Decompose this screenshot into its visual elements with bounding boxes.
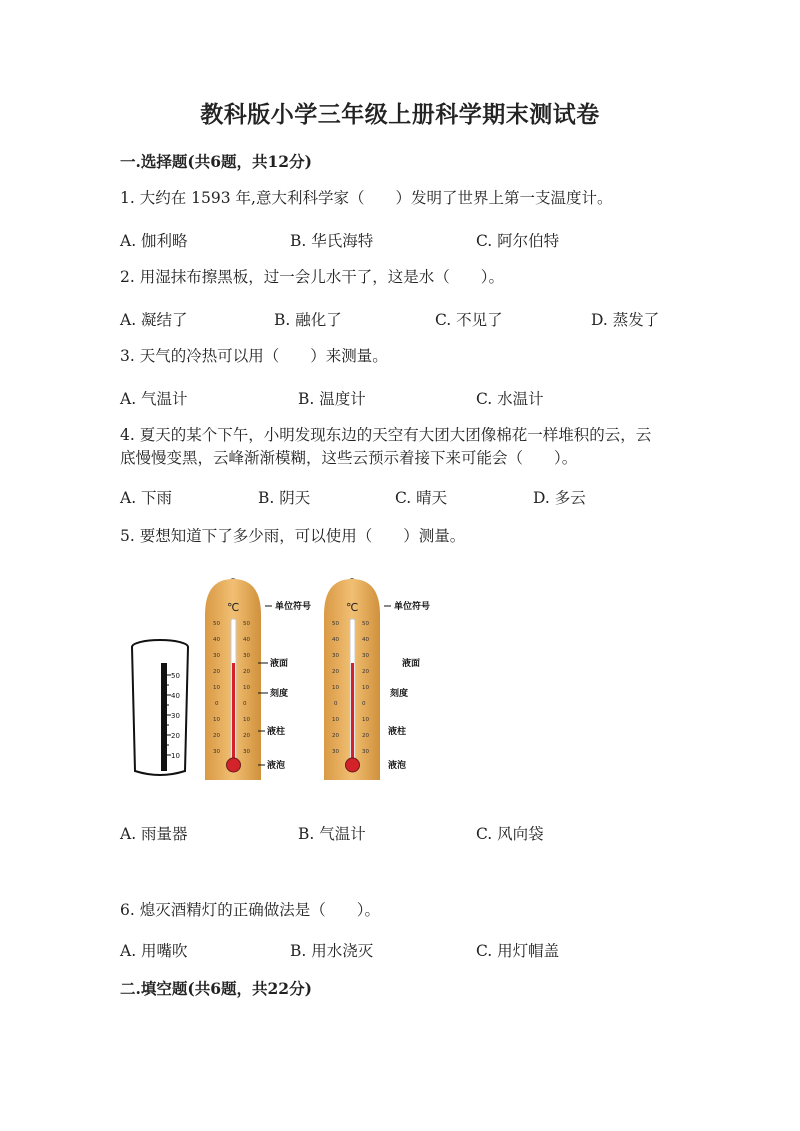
label-liquid-column-2: 液柱: [388, 727, 407, 737]
q2-option-c: C. 不见了: [435, 311, 503, 329]
svg-text:10: 10: [243, 685, 250, 691]
label-unit-symbol-1: 单位符号: [275, 602, 312, 612]
q2-option-d: D. 蒸发了: [591, 311, 660, 329]
question-5: 5. 要想知道下了多少雨，可以使用（ ）测量。: [120, 527, 466, 545]
rain-gauge-icon: [132, 640, 188, 775]
thermometer-2-icon: [324, 578, 380, 780]
q1-option-c: C. 阿尔伯特: [476, 232, 560, 250]
q4-option-b: B. 阴天: [258, 489, 311, 507]
q3-option-a: A. 气温计: [120, 390, 188, 408]
cylinder-tick-30: 30: [171, 712, 180, 720]
svg-text:0: 0: [215, 701, 219, 707]
svg-text:40: 40: [362, 637, 369, 643]
svg-text:0: 0: [334, 701, 338, 707]
question-4-line-2: 底慢慢变黑，云峰渐渐模糊，这些云预示着接下来可能会（ ）。: [120, 449, 578, 467]
svg-text:0: 0: [243, 701, 247, 707]
q4-option-a: A. 下雨: [120, 489, 173, 507]
label-scale-2: 刻度: [390, 689, 409, 699]
svg-text:50: 50: [362, 621, 369, 627]
label-liquid-surface-1: 液面: [270, 659, 289, 669]
svg-text:50: 50: [243, 621, 250, 627]
svg-text:30: 30: [213, 749, 220, 755]
q1-option-a: A. 伽利略: [120, 232, 188, 250]
section-heading-fill-blank: 二.填空题(共6题，共22分): [120, 979, 312, 998]
svg-text:20: 20: [332, 733, 339, 739]
question-3: 3. 天气的冷热可以用（ ）来测量。: [120, 347, 388, 365]
cylinder-tick-50: 50: [171, 672, 180, 680]
svg-text:20: 20: [213, 669, 220, 675]
unit-symbol-1: ℃: [227, 601, 240, 614]
page-title: 教科版小学三年级上册科学期末测试卷: [200, 101, 600, 128]
q5-option-b: B. 气温计: [298, 825, 366, 843]
thermometer-1-icon: [205, 578, 261, 780]
svg-text:30: 30: [362, 749, 369, 755]
svg-text:20: 20: [243, 669, 250, 675]
svg-text:20: 20: [362, 669, 369, 675]
q2-option-b: B. 融化了: [274, 311, 342, 329]
q3-option-c: C. 水温计: [476, 390, 544, 408]
q6-option-b: B. 用水浇灭: [290, 942, 374, 960]
q4-option-c: C. 晴天: [395, 489, 448, 507]
svg-text:10: 10: [362, 685, 369, 691]
q6-option-c: C. 用灯帽盖: [476, 942, 560, 960]
section-heading-choice: 一.选择题(共6题，共12分): [120, 152, 312, 171]
svg-text:20: 20: [332, 669, 339, 675]
cylinder-tick-20: 20: [171, 732, 180, 740]
svg-text:20: 20: [243, 733, 250, 739]
rain-gauge-thermometer-figure: [125, 575, 455, 790]
question-6: 6. 熄灭酒精灯的正确做法是（ ）。: [120, 901, 380, 919]
svg-text:30: 30: [213, 653, 220, 659]
q6-option-a: A. 用嘴吹: [120, 942, 188, 960]
q5-option-c: C. 风向袋: [476, 825, 544, 843]
svg-text:0: 0: [362, 701, 366, 707]
label-scale-1: 刻度: [270, 689, 289, 699]
svg-text:10: 10: [213, 717, 220, 723]
svg-text:30: 30: [362, 653, 369, 659]
q2-option-a: A. 凝结了: [120, 311, 188, 329]
svg-text:10: 10: [332, 685, 339, 691]
q5-option-a: A. 雨量器: [120, 825, 188, 843]
cylinder-tick-10: 10: [171, 752, 180, 760]
svg-text:40: 40: [332, 637, 339, 643]
svg-text:30: 30: [332, 749, 339, 755]
unit-symbol-2: ℃: [346, 601, 359, 614]
question-2: 2. 用湿抹布擦黑板，过一会儿水干了，这是水（ ）。: [120, 268, 504, 286]
svg-text:30: 30: [243, 749, 250, 755]
svg-text:10: 10: [243, 717, 250, 723]
svg-text:20: 20: [213, 733, 220, 739]
svg-text:50: 50: [332, 621, 339, 627]
question-4-line-1: 4. 夏天的某个下午，小明发现东边的天空有大团大团像棉花一样堆积的云，云: [120, 426, 652, 444]
q4-option-d: D. 多云: [533, 489, 586, 507]
cylinder-tick-40: 40: [171, 692, 180, 700]
label-bulb-2: 液泡: [388, 761, 407, 771]
label-bulb-1: 液泡: [267, 761, 286, 771]
svg-text:40: 40: [243, 637, 250, 643]
svg-text:30: 30: [332, 653, 339, 659]
svg-text:10: 10: [332, 717, 339, 723]
svg-text:50: 50: [213, 621, 220, 627]
svg-text:10: 10: [213, 685, 220, 691]
svg-text:10: 10: [362, 717, 369, 723]
svg-text:20: 20: [362, 733, 369, 739]
svg-text:30: 30: [243, 653, 250, 659]
svg-text:40: 40: [213, 637, 220, 643]
label-liquid-surface-2: 液面: [402, 659, 421, 669]
question-1: 1. 大约在 1593 年,意大利科学家（ ）发明了世界上第一支温度计。: [120, 189, 613, 207]
q1-option-b: B. 华氏海特: [290, 232, 374, 250]
q3-option-b: B. 温度计: [298, 390, 366, 408]
label-liquid-column-1: 液柱: [267, 727, 286, 737]
label-unit-symbol-2: 单位符号: [394, 602, 431, 612]
